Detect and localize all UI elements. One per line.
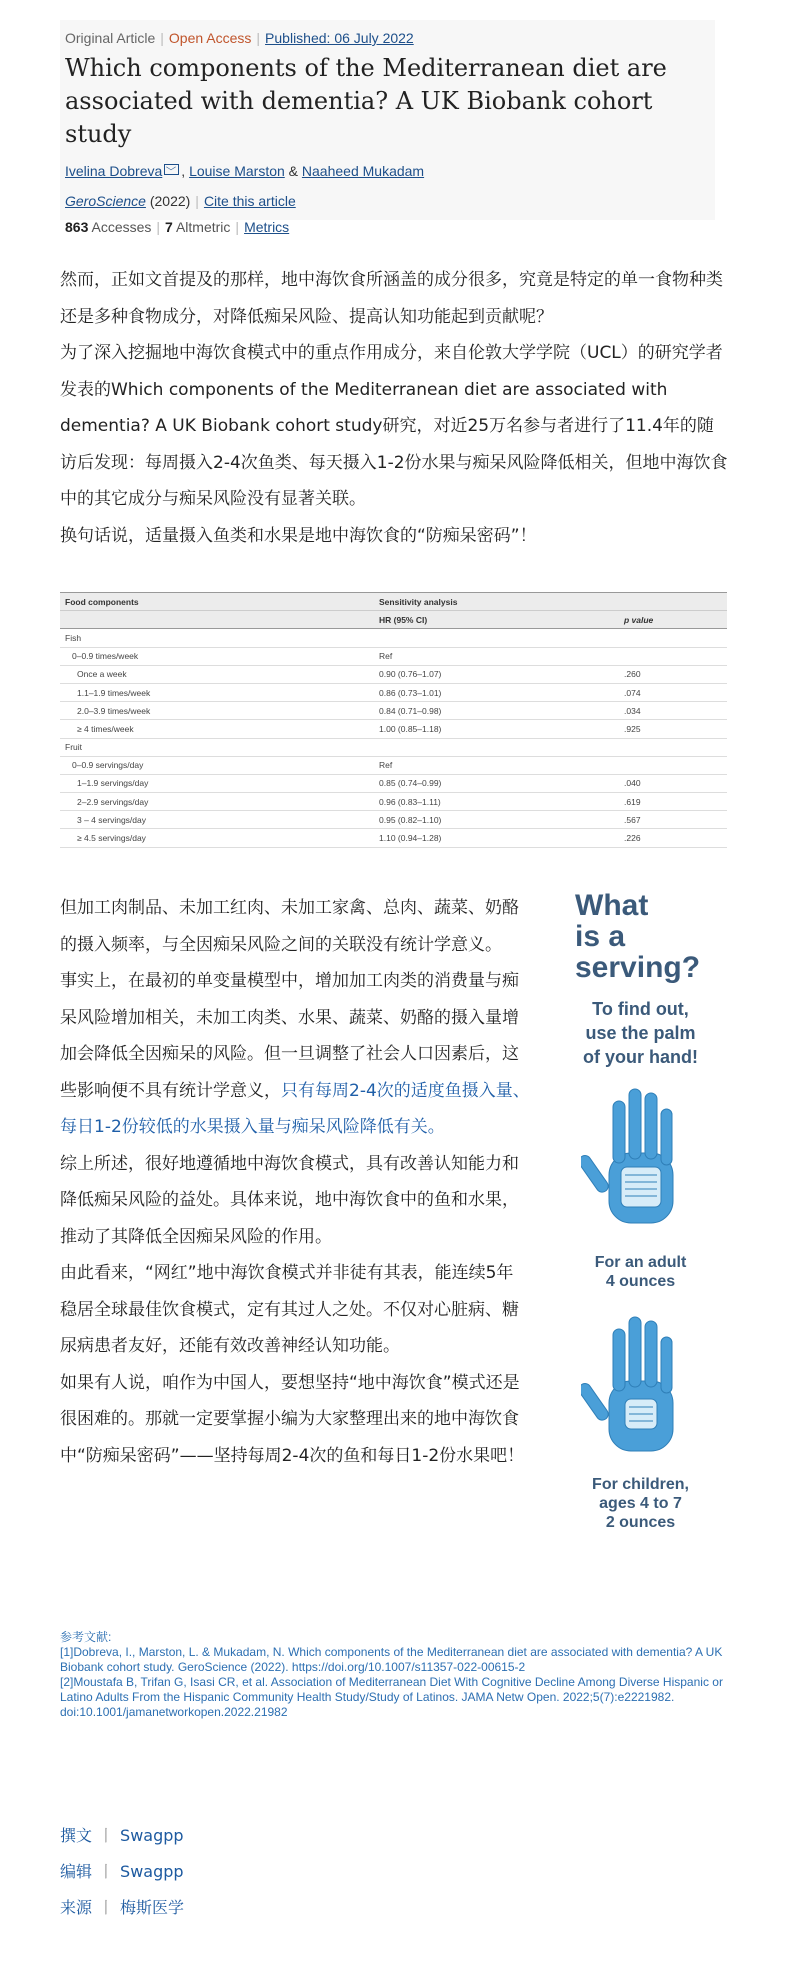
- infographic-heading: What is a serving?: [575, 889, 701, 984]
- sensitivity-analysis-table: [60, 592, 727, 848]
- body-section: [60, 890, 530, 1474]
- row-label: 1–1.9 servings/day: [77, 778, 149, 789]
- row-label: ≥ 4.5 servings/day: [77, 833, 146, 844]
- author-link[interactable]: Louise Marston: [189, 163, 285, 179]
- hazard-ratio-cell: 0.90 (0.76–1.07): [379, 669, 442, 680]
- paragraph: 换句话说，适量摄入鱼类和水果是地中海饮食的“防痴呆密码”！: [60, 525, 537, 546]
- credit-line: 编辑 丨 Swagpp: [60, 1862, 184, 1881]
- table-row: [60, 629, 727, 647]
- hazard-ratio-cell: Ref: [379, 760, 393, 771]
- column-header: Food components: [65, 596, 139, 607]
- p-value-cell: .567: [624, 814, 641, 825]
- children-caption: For children, ages 4 to 7 2 ounces: [592, 1476, 689, 1531]
- table-row: [60, 648, 727, 666]
- row-label: Fruit: [65, 742, 82, 753]
- table-header: [60, 592, 727, 629]
- table-row: [60, 702, 727, 720]
- p-value-cell: .226: [624, 833, 641, 844]
- row-label: Fish: [65, 632, 82, 643]
- intro-section: [60, 262, 730, 554]
- paragraph: 为了深入挖掘地中海饮食模式中的重点作用成分，来自伦敦大学学院（UCL）的研究学者发表的Which components of the Mediterranean diet are associated with dementia? A UK Biobank cohort study研究，对近25万名参与者进行了11.4年的随访后发现：每周摄入2-4次鱼类、每天摄入1-2份水果与痴呆风险降低相关，但地中海饮食中的其它成分与痴呆风险没有显著关联。: [60, 343, 728, 509]
- table-row: [60, 811, 727, 829]
- open-access-label: Open Access: [168, 30, 252, 46]
- table-row: [60, 757, 727, 775]
- author-link[interactable]: Ivelina Dobreva: [65, 163, 163, 179]
- hazard-ratio-cell: 1.00 (0.85–1.18): [379, 723, 442, 734]
- adult-caption: For an adult 4 ounces: [594, 1254, 687, 1290]
- table-row: [60, 666, 727, 684]
- hand-icon: [553, 1311, 728, 1475]
- author-link[interactable]: Naaheed Mukadam: [301, 163, 425, 179]
- row-label: 1.1–1.9 times/week: [77, 687, 151, 698]
- journal-year: (2022): [149, 193, 191, 209]
- author-list: Ivelina Dobreva , Louise Marston & Naaheed Mukadam: [65, 163, 425, 179]
- table-row: [60, 684, 727, 702]
- paragraph: 综上所述，很好地遵循地中海饮食模式，具有改善认知能力和降低痴呆风险的益处。具体来说，地中海饮食中的鱼和水果，推动了其降低全因痴呆风险的作用。: [60, 1153, 519, 1247]
- altmetric-count: 7: [165, 219, 173, 235]
- row-label: 0–0.9 times/week: [72, 651, 139, 662]
- reference-item: [2]Moustafa B, Trifan G, Isasi CR, et al. Association of Mediterranean Diet With Cognitive Decline Among Diverse Hispanic or Latino Adults From the Hispanic Community Health Study/Study of Latinos. JAMA Netw Open. 2022;5(7):e2221982. doi:10.1001/jamanetworkopen.2022.21982: [60, 1675, 723, 1719]
- row-label: ≥ 4 times/week: [77, 723, 134, 734]
- accesses-count: 863: [65, 219, 89, 235]
- references: [60, 1630, 750, 1720]
- article-metrics: 863 Accesses | 7 Altmetric | Metrics: [65, 219, 290, 235]
- article-header-card: [60, 20, 715, 235]
- table-row: [60, 829, 727, 847]
- hazard-ratio-cell: 0.95 (0.82–1.10): [379, 814, 442, 825]
- hazard-ratio-cell: 0.86 (0.73–1.01): [379, 687, 442, 698]
- references-label: 参考文献:: [60, 1630, 112, 1644]
- hazard-ratio-cell: 0.85 (0.74–0.99): [379, 778, 442, 789]
- credit-line: 来源 丨 梅斯医学: [60, 1898, 185, 1917]
- column-group-header: Sensitivity analysis: [379, 596, 458, 607]
- infographic-subheading: To find out, use the palm of your hand!: [583, 999, 698, 1067]
- column-header: HR (95% CI): [379, 614, 428, 625]
- table-row: [60, 720, 727, 738]
- serving-size-infographic: [553, 880, 728, 1540]
- published-date-link[interactable]: Published: 06 July 2022: [265, 30, 414, 46]
- hazard-ratio-cell: Ref: [379, 651, 393, 662]
- column-header: p value: [624, 614, 654, 625]
- paragraph-text: 事实上，在最初的单变量模型中，增加加工肉类的消费量与痴呆风险增加相关，未加工肉类、水果、蔬菜、奶酪的摄入量增加会降低全因痴呆的风险。但一旦调整了社会人口因素后，这些影响便不具有统计学意义，: [60, 971, 519, 1101]
- article-meta: Original Article | Open Access | Published: 06 July 2022: [65, 30, 414, 46]
- table-body: [60, 629, 727, 847]
- article-credits: [60, 1818, 184, 1926]
- table-row: [60, 775, 727, 793]
- journal-line: GeroScience (2022) | Cite this article: [65, 193, 296, 209]
- reference-item: [1]Dobreva, I., Marston, L. & Mukadam, N. Which components of the Mediterranean diet are associated with dementia? A UK Biobank cohort study. GeroScience (2022). https://doi.org/10.1007/s11357-022-00615-2: [60, 1645, 723, 1674]
- cite-article-link[interactable]: Cite this article: [203, 193, 296, 209]
- paragraph: 但加工肉制品、未加工红肉、未加工家禽、总肉、蔬菜、奶酪的摄入频率，与全因痴呆风险之间的关联没有统计学意义。: [60, 898, 519, 955]
- p-value-cell: .619: [624, 796, 641, 807]
- p-value-cell: .074: [624, 687, 641, 698]
- hazard-ratio-cell: 1.10 (0.94–1.28): [379, 833, 442, 844]
- journal-link[interactable]: GeroScience: [65, 193, 146, 209]
- hand-icon: [553, 1083, 728, 1247]
- hazard-ratio-cell: 0.84 (0.71–0.98): [379, 705, 442, 716]
- altmetric-label: Altmetric: [175, 219, 231, 235]
- metrics-link[interactable]: Metrics: [244, 219, 290, 235]
- row-label: 3 – 4 servings/day: [77, 814, 146, 825]
- hazard-ratio-cell: 0.96 (0.83–1.11): [379, 796, 441, 807]
- p-value-cell: .925: [624, 723, 641, 734]
- email-icon[interactable]: [164, 164, 179, 175]
- highlighted-text: 只有每周2-4次的适度鱼摄入量、每日1-2份较低的水果摄入量与痴呆风险降低有关。: [60, 1080, 530, 1137]
- row-label: 2.0–3.9 times/week: [77, 705, 151, 716]
- article-type: Original Article: [65, 30, 156, 46]
- p-value-cell: .034: [624, 705, 641, 716]
- row-label: Once a week: [77, 669, 127, 680]
- paragraph: 然而，正如文首提及的那样，地中海饮食所涵盖的成分很多，究竟是特定的单一食物种类还是多种食物成分，对降低痴呆风险、提高认知功能起到贡献呢？: [60, 270, 723, 327]
- row-label: 0–0.9 servings/day: [72, 760, 144, 771]
- table-row: [60, 739, 727, 757]
- table-row: [60, 793, 727, 811]
- accesses-label: Accesses: [91, 219, 152, 235]
- credit-line: 撰文 丨 Swagpp: [60, 1826, 184, 1845]
- p-value-cell: .040: [624, 778, 641, 789]
- article-title: [65, 52, 715, 151]
- p-value-cell: .260: [624, 669, 641, 680]
- title-line-1: Which components of the Mediterranean diet are: [65, 54, 667, 82]
- paragraph: 由此看来，“网红”地中海饮食模式并非徒有其表，能连续5年稳居全球最佳饮食模式，定有其过人之处。不仅对心脏病、糖尿病患者友好，还能有效改善神经认知功能。: [60, 1263, 519, 1356]
- paragraph: 如果有人说，咱作为中国人，要想坚持“地中海饮食”模式还是很困难的。那就一定要掌握小编为大家整理出来的地中海饮食中“防痴呆密码”——坚持每周2-4次的鱼和每日1-2份水果吧！: [60, 1372, 525, 1466]
- paragraph: [60, 963, 530, 1146]
- author-ampersand: &: [288, 163, 299, 179]
- title-line-2: associated with dementia? A UK Biobank cohort study: [65, 87, 653, 148]
- row-label: 2–2.9 servings/day: [77, 796, 149, 807]
